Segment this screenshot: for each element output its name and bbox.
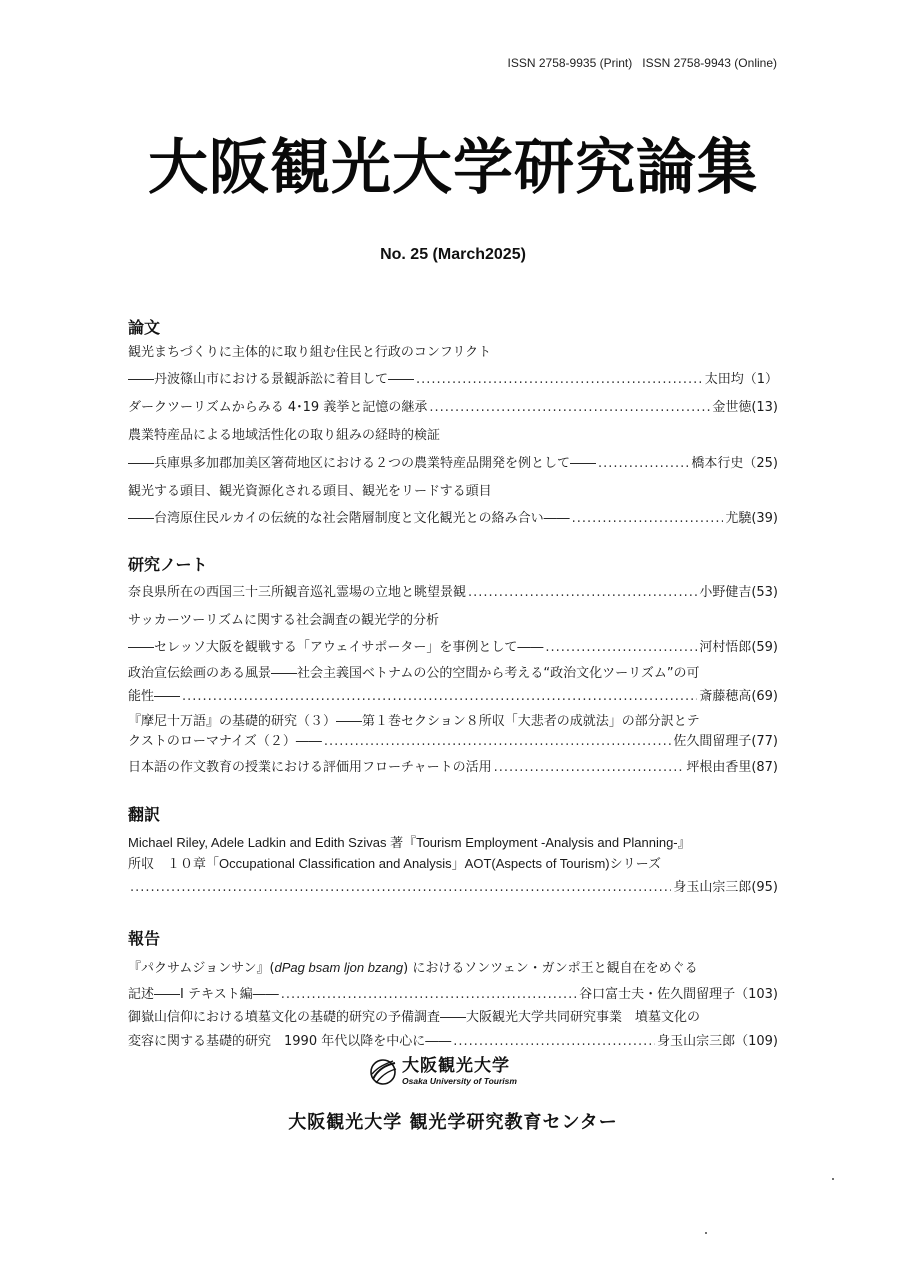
toc-title-line: 所収 １０章「Occupational Classification and Analysis」AOT(Aspects of Tourism)シリーズ [128,856,661,871]
scan-speck [705,1232,707,1234]
toc-author-page: 谷口富士夫・佐久間留理子（103) [579,987,778,1002]
dot-leader [429,396,710,420]
toc-author-page: 金世徳(13) [712,400,778,415]
journal-title: 大阪観光大学研究論集 [148,133,758,203]
globe-swirl-icon [368,1057,398,1087]
toc-title-line: ――台湾原住民ルカイの伝統的な社会階層制度と文化観光との絡み合い―― [128,511,570,526]
toc-entry [128,730,778,754]
dot-leader [416,368,703,392]
toc-entry [128,685,778,709]
toc-title-line: ダークツーリズムからみる 4･19 義挙と記憶の継承 [128,400,428,415]
section-heading-reports: 報告 [128,929,161,948]
toc-author-page: 小野健吉(53) [699,585,778,600]
dot-leader [598,452,689,476]
section-heading-papers: 論文 [128,318,161,337]
toc-title-line: 観光する頭目、観光資源化される頭目、観光をリードする頭目 [128,484,492,499]
dot-leader [324,730,671,754]
issue-number: No. 25 (March2025) [380,246,526,263]
logo-japanese-name: 大阪観光大学 [402,1056,510,1077]
toc-entry [128,507,778,531]
toc-title-line: 能性―― [128,689,181,704]
section-heading-research-notes: 研究ノート [128,555,208,574]
toc-title-line: サッカーツーリズムに関する社会調査の観光学的分析 [128,613,439,628]
dot-leader [494,756,685,780]
toc-title-line: 日本語の作文教育の授業における評価用フローチャートの活用 [128,760,492,775]
toc-title-line: 政治宣伝絵画のある風景――社会主義国ベトナムの公的空間から考える“政治文化ツーリズム”の可 [128,666,700,681]
dot-leader [572,507,724,531]
toc-title-line: 農業特産品による地域活性化の取り組みの経時的検証 [128,428,441,443]
university-logo [368,1055,538,1089]
dot-leader [545,636,697,660]
toc-author-page: 尤驍(39) [725,511,778,526]
toc-entry [128,396,778,420]
toc-author-page: 橋本行史（25) [691,456,778,471]
dot-leader [453,1030,655,1054]
toc-title-line: 変容に関する基礎的研究 1990 年代以降を中心に―― [128,1034,452,1049]
dot-leader [281,983,577,1007]
toc-entry [128,756,778,780]
dot-leader [182,685,697,709]
toc-title-line: 奈良県所在の西国三十三所観音巡礼霊場の立地と眺望景観 [128,585,467,600]
toc-entry [128,452,778,476]
toc-entry [128,983,778,1007]
toc-title-line: ――セレッソ大阪を観戦する「アウェイサポーター」を事例として―― [128,640,544,655]
toc-title-line: 『摩尼十万語』の基礎的研究（３）――第１巻セクション８所収「大悲者の成就法」の部分訳とテ [128,714,700,729]
toc-entry [128,636,778,660]
toc-title-line: ――兵庫県多加郡加美区箸荷地区における２つの農業特産品開発を例として―― [128,456,597,471]
toc-title-line [128,956,778,980]
toc-author-page: 河村悟郎(59) [699,640,778,655]
toc-author-page: 太田均（1） [704,372,778,387]
title-text: ) におけるソンツェン・ガンポ王と観自在をめぐる [403,961,698,976]
section-heading-translation: 翻訳 [128,805,161,824]
toc-author-page: 身玉山宗三郎（109) [657,1034,778,1049]
title-text: 『パクサムジョンサン』( [128,961,275,976]
toc-title-line: ――丹波篠山市における景観訴訟に着目して―― [128,372,415,387]
toc-title-line: Michael Riley, Adele Ladkin and Edith Szivas 著『Tourism Employment -Analysis and Planning-』 [128,835,691,850]
toc-author-page: 坪根由香里(87) [686,760,778,775]
scan-speck [832,1178,834,1180]
toc-title-line: 御嶽山信仰における墳墓文化の基礎的研究の予備調査――大阪観光大学共同研究事業 墳墓文化の [128,1010,701,1025]
toc-author-page: 身玉山宗三郎(95) [673,880,778,895]
toc-title-line: 記述――I テキスト編―― [128,987,279,1002]
logo-english-name: Osaka University of Tourism [402,1076,517,1087]
toc-title-line: 観光まちづくりに主体的に取り組む住民と行政のコンフリクト [128,345,492,360]
toc-title-line: クストのローマナイズ（２）―― [128,734,322,749]
dot-leader [130,876,671,900]
title-italic-text: dPag bsam ljon bzang [274,960,404,975]
toc-entry [128,1030,778,1054]
toc-author-page: 斎藤穂高(69) [699,689,778,704]
publisher-name: 大阪観光大学 観光学研究教育センター [288,1112,618,1133]
issn-line: ISSN 2758-9935 (Print) ISSN 2758-9943 (Online) [507,56,777,70]
toc-entry [128,368,778,392]
toc-author-page: 佐久間留理子(77) [673,734,778,749]
toc-entry [128,581,778,605]
logo-wordmark [402,1058,517,1086]
dot-leader [468,581,697,605]
toc-entry [128,876,778,900]
